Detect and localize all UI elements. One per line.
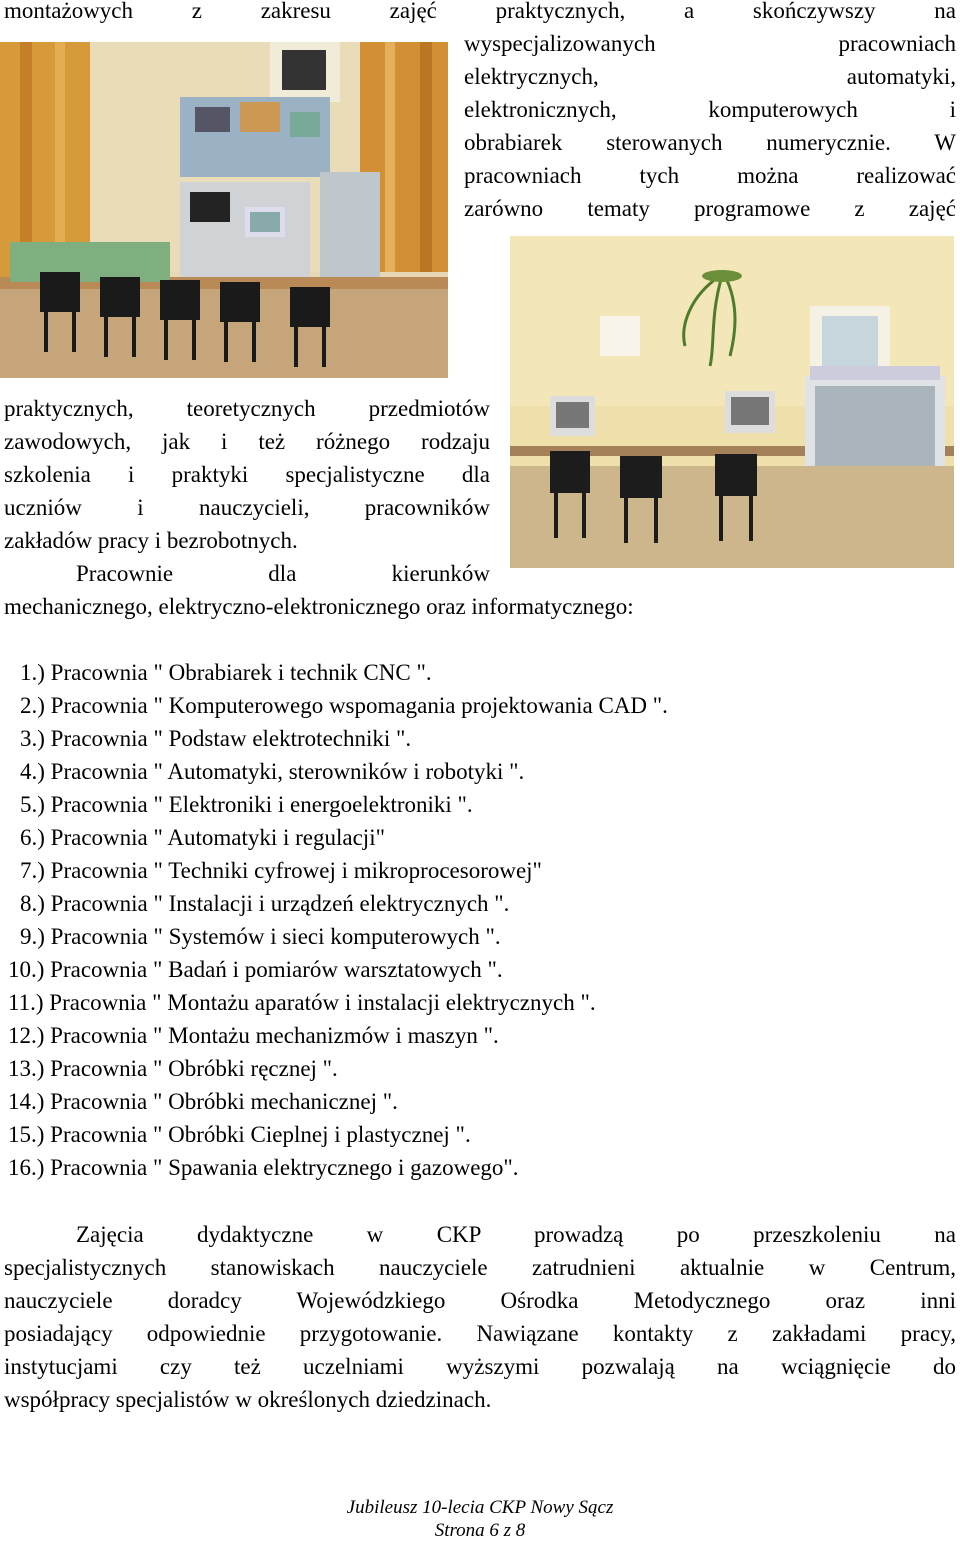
paragraph-line: posiadający odpowiednie przygotowanie. Nawiązane kontakty z zakładami pracy, xyxy=(4,1321,956,1346)
paragraph-line: elektronicznych, komputerowych i xyxy=(464,97,956,122)
paragraph-line: szkolenia i praktyki specjalistyczne dla xyxy=(4,462,490,487)
lab-list-item: 1.) Pracownia " Obrabiarek i technik CNC ". xyxy=(20,660,432,685)
lab-list-item: 14.) Pracownia " Obróbki mechanicznej ". xyxy=(8,1089,398,1114)
intro-line: Pracownie dla kierunków xyxy=(76,561,490,586)
lab-list-item: 15.) Pracownia " Obróbki Cieplnej i plastycznej ". xyxy=(8,1122,471,1147)
intro-line: mechanicznego, elektryczno-elektronicznego oraz informatycznego: xyxy=(4,594,634,619)
lab-list-item: 4.) Pracownia " Automatyki, sterowników i robotyki ". xyxy=(20,759,525,784)
footer-title: Jubileusz 10-lecia CKP Nowy Sącz xyxy=(346,1497,614,1518)
lab-photo-2 xyxy=(510,236,954,568)
paragraph-line: pracowniach tych można realizować xyxy=(464,163,956,188)
lab-list-item: 11.) Pracownia " Montażu aparatów i instalacji elektrycznych ". xyxy=(8,990,596,1015)
paragraph-line: uczniów i nauczycieli, pracowników xyxy=(4,495,490,520)
lab-list-item: 2.) Pracownia " Komputerowego wspomagania projektowania CAD ". xyxy=(20,693,668,718)
paragraph-line: współpracy specjalistów w określonych dziedzinach. xyxy=(4,1387,492,1412)
paragraph-line: nauczyciele doradcy Wojewódzkiego Ośrodka Metodycznego oraz inni xyxy=(4,1288,956,1313)
paragraph-line: specjalistycznych stanowiskach nauczyciele zatrudnieni aktualnie w Centrum, xyxy=(4,1255,956,1280)
lab-list-item: 16.) Pracownia " Spawania elektrycznego i gazowego". xyxy=(8,1155,519,1180)
paragraph-line: Zajęcia dydaktyczne w CKP prowadzą po przeszkoleniu na xyxy=(76,1222,956,1247)
paragraph-line: praktycznych, teoretycznych przedmiotów xyxy=(4,396,490,421)
lab-list-item: 5.) Pracownia " Elektroniki i energoelektroniki ". xyxy=(20,792,473,817)
lab-photo-1 xyxy=(0,42,448,378)
paragraph-line: zawodowych, jak i też różnego rodzaju xyxy=(4,429,490,454)
lab-list-item: 9.) Pracownia " Systemów i sieci komputerowych ". xyxy=(20,924,501,949)
paragraph-line: zarówno tematy programowe z zajęć xyxy=(464,196,956,221)
paragraph-line: instytucjami czy też uczelniami wyższymi pozwalają na wciągnięcie do xyxy=(4,1354,956,1379)
page-number: Strona 6 z 8 xyxy=(434,1520,526,1541)
paragraph-line: zakładów pracy i bezrobotnych. xyxy=(4,528,298,553)
paragraph-line: elektrycznych, automatyki, xyxy=(464,64,956,89)
lab-list-item: 8.) Pracownia " Instalacji i urządzeń elektrycznych ". xyxy=(20,891,510,916)
lab-list-item: 10.) Pracownia " Badań i pomiarów warsztatowych ". xyxy=(8,957,503,982)
paragraph-line: obrabiarek sterowanych numerycznie. W xyxy=(464,130,956,155)
paragraph-line: montażowych z zakresu zajęć praktycznych, a skończywszy na xyxy=(4,0,956,23)
paragraph-line: wyspecjalizowanych pracowniach xyxy=(464,31,956,56)
lab-list-item: 6.) Pracownia " Automatyki i regulacji" xyxy=(20,825,385,850)
lab-list-item: 7.) Pracownia " Techniki cyfrowej i mikroprocesorowej" xyxy=(20,858,542,883)
lab-list-item: 3.) Pracownia " Podstaw elektrotechniki ". xyxy=(20,726,412,751)
lab-list-item: 13.) Pracownia " Obróbki ręcznej ". xyxy=(8,1056,338,1081)
lab-list-item: 12.) Pracownia " Montażu mechanizmów i maszyn ". xyxy=(8,1023,499,1048)
